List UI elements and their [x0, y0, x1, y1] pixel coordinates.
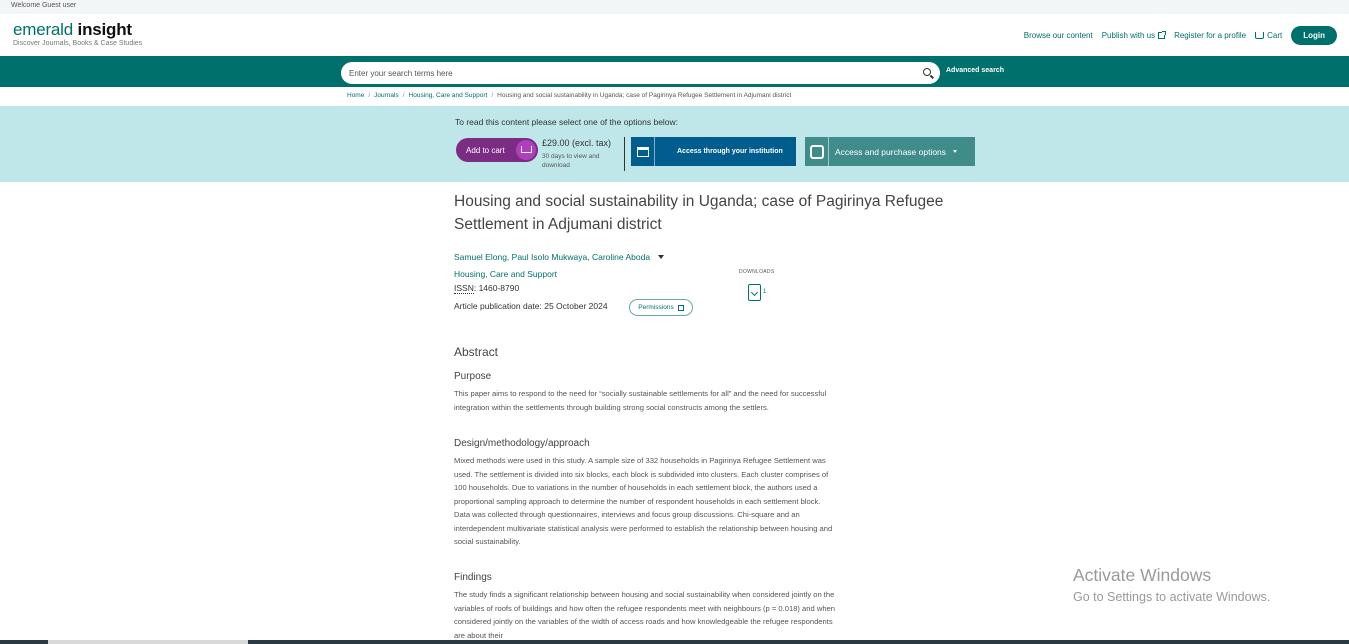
access-prompt: To read this content please select one of the options below:	[455, 117, 679, 127]
add-to-cart-button[interactable]: Add to cart	[456, 138, 538, 162]
breadcrumb-home[interactable]: Home	[347, 92, 365, 99]
register-link[interactable]: Register for a profile	[1174, 31, 1247, 40]
publish-with-us-link[interactable]: Publish with us	[1102, 31, 1165, 40]
site-header	[0, 14, 1349, 56]
taskbar	[0, 640, 1349, 644]
breadcrumb-separator: /	[368, 92, 371, 99]
divider	[624, 137, 625, 171]
issn-value: : 1460-8790	[473, 283, 520, 293]
findings-heading: Findings	[454, 572, 492, 583]
welcome-text: Welcome Guest user	[11, 2, 77, 9]
downloads-label: DOWNLOADS	[739, 269, 775, 275]
external-link-icon	[1158, 32, 1165, 39]
chevron-down-icon[interactable]	[658, 255, 664, 259]
search-bar	[0, 56, 1349, 87]
authors-toggle[interactable]	[454, 252, 664, 262]
logo-bold-text: insight	[77, 20, 132, 39]
download-icon	[748, 284, 761, 301]
breadcrumb	[347, 92, 791, 99]
search-icon[interactable]	[923, 68, 931, 76]
logo-light-text: emerald	[13, 20, 78, 39]
breadcrumb-journals[interactable]: Journals	[374, 92, 399, 99]
search-input[interactable]	[341, 62, 901, 84]
institution-access-button[interactable]: Access through your institution	[631, 137, 796, 166]
findings-text: The study finds a significant relationship between housing and social sustainability when considered jointly on the variables of roofs of buildings and how often the refugee respondents meet with neighbours (p = 0.018) and when considered jointly on the variables of the width of access roads and how knowledgeable the refugee respondents are about their	[454, 590, 835, 640]
breadcrumb-separator: /	[402, 92, 405, 99]
external-link-icon	[678, 305, 684, 311]
chevron-down-icon	[953, 150, 957, 153]
institution-icon	[631, 137, 655, 166]
emerald-e-icon	[805, 137, 829, 166]
logo-tagline: Discover Journals, Books & Case Studies	[13, 40, 143, 47]
price-note: 30 days to view and download	[542, 153, 600, 169]
downloads-count: 1	[763, 289, 767, 295]
login-button[interactable]: Login	[1291, 26, 1337, 45]
article-title: Housing and social sustainability in Uganda; case of Pagirinya Refugee Settlement in Adjumani district	[454, 193, 944, 233]
access-panel	[0, 106, 1349, 182]
welcome-bar	[0, 0, 1349, 14]
design-text: Mixed methods were used in this study. A sample size of 332 households in Pagirinya Refugee Settlement was used. The settlement is divided into six blocks, each block is subdivided into clusters. Each cluster comprises of 100 households. Due to variations in the number of households in each settlement block, the authors used a proportional sampling approach to determine the number of respondent households in each settlement block. Data was collected through questionnaires, interviews and focus group discussions. Chi-square and an interdependent multivariate statistical analysis were performed to establish the relationship between housing and social sustainability.	[454, 456, 833, 546]
header-nav	[1015, 26, 1337, 45]
browse-content-link[interactable]: Browse our content	[1023, 31, 1093, 40]
cart-link[interactable]: Cart	[1255, 31, 1282, 40]
publication-date: Article publication date: 25 October 2024	[454, 301, 608, 311]
issn	[454, 283, 519, 293]
purpose-heading: Purpose	[454, 371, 492, 382]
purpose-text: This paper aims to respond to the need for “socially sustainable settlements for all” and the need for successful integration within the settlements through building strong social constructs among the settlers.	[454, 389, 827, 412]
emerald-insight-logo[interactable]	[13, 20, 142, 47]
activate-windows-subtitle: Go to Settings to activate Windows.	[1073, 590, 1271, 604]
issn-label: ISSN	[454, 283, 474, 293]
breadcrumb-article: Housing and social sustainability in Uganda; case of Pagirinya Refugee Settlement in Adjumani district	[497, 92, 792, 99]
activate-windows-title: Activate Windows	[1073, 565, 1212, 585]
breadcrumb-separator: /	[491, 92, 494, 99]
breadcrumb-journal[interactable]: Housing, Care and Support	[408, 92, 488, 99]
authors-list[interactable]: Samuel Elong, Paul Isolo Mukwaya, Caroline Aboda	[454, 252, 651, 262]
scroll-thumb[interactable]	[48, 640, 248, 644]
advanced-search-link[interactable]: Advanced search	[946, 67, 1004, 74]
price: £29.00 (excl. tax)	[542, 138, 612, 148]
journal-link[interactable]: Housing, Care and Support	[454, 269, 558, 279]
abstract-heading: Abstract	[454, 345, 499, 359]
design-heading: Design/methodology/approach	[454, 438, 590, 449]
purchase-options-button[interactable]: Access and purchase options	[805, 137, 975, 166]
cart-icon	[516, 140, 536, 160]
permissions-button[interactable]: Permissions	[629, 299, 693, 316]
cart-icon	[1255, 32, 1264, 39]
search-box	[341, 62, 940, 84]
